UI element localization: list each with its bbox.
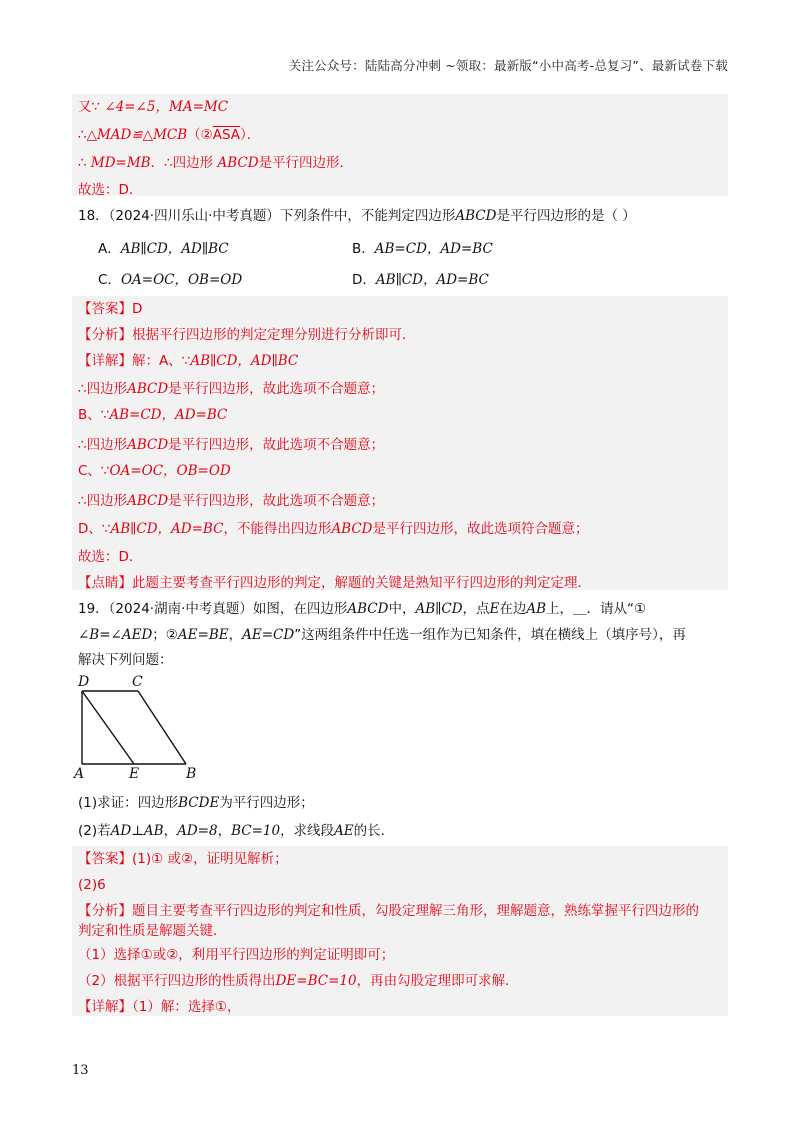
q18-detail-5: C、∵OA=OC，OB=OD: [78, 463, 231, 479]
q19-stem-2: ∠B=∠AED；②AE=BE，AE=CD”这两组条件中任选一组作为已知条件，填在横线上（填序号），再: [78, 627, 686, 643]
label-c: C: [132, 674, 143, 690]
q18-comment: 【点睛】此题主要考查平行四边形的判定，解题的关键是熟知平行四边形的判定定理．: [78, 575, 591, 591]
prev-line-1: 又∵ ∠4=∠5，MA=MC: [78, 99, 229, 115]
q18-option-c: C．OA=OC，OB=OD: [98, 272, 243, 288]
q19-analysis-3: （1）选择①或②，利用平行四边形的判定证明即可；: [78, 947, 395, 963]
q18-detail-7: D、∵AB∥CD，AD=BC，不能得出四边形ABCD是平行四边形，故此选项符合题意；: [78, 521, 589, 537]
q19-stem-1: 19．（2024·湖南·中考真题）如图，在四边形ABCD中，AB∥CD，点E在边AB上，＿．请从“①: [78, 601, 647, 617]
prev-line-2: $\therefore\triangle MAD≌\triangle MCB(②\overline{ASA})$．: [78, 127, 261, 143]
q18-option-a: A．AB∥CD，AD∥BC: [98, 241, 229, 257]
q19-answer-2: (2)6: [78, 877, 106, 893]
q19-analysis-1: 【分析】题目主要考查平行四边形的判定和性质，勾股定理解三角形，理解题意，熟练掌握平行四边形的: [78, 903, 699, 919]
label-d: D: [78, 674, 90, 690]
q19-part-2: (2)若AD⊥AB，AD=8，BC=10，求线段AE的长．: [78, 823, 395, 839]
prev-line-4: 故选：D．: [78, 182, 143, 198]
q18-analysis: 【分析】根据平行四边形的判定定理分别进行分析即可．: [78, 327, 416, 343]
prev-line-3: ∴ MD=MB．∴四边形 ABCD是平行四边形．: [78, 155, 354, 171]
q19-analysis-4: （2）根据平行四边形的性质得出DE=BC=10，再由勾股定理即可求解．: [78, 973, 519, 989]
q19-detail: 【详解】（1）解：选择①，: [78, 999, 241, 1015]
page-number: 13: [72, 1063, 89, 1078]
q19-stem-3: 解决下列问题：: [78, 652, 173, 668]
q18-choose: 故选：D．: [78, 549, 143, 565]
q18-detail-1: 【详解】解：A、∵AB∥CD，AD∥BC: [78, 353, 299, 369]
q18-detail-2: ∴四边形ABCD是平行四边形，故此选项不合题意；: [78, 381, 385, 397]
label-a: A: [74, 766, 85, 782]
page-header: 关注公众号：陆陆高分冲刺 ~领取：最新版“小中高考-总复习”、最新试卷下载: [288, 58, 728, 73]
q18-option-b: B．AB=CD，AD=BC: [352, 241, 493, 257]
q18-detail-3: B、∵AB=CD，AD=BC: [78, 407, 228, 423]
q18-detail-4: ∴四边形ABCD是平行四边形，故此选项不合题意；: [78, 437, 385, 453]
label-e: E: [129, 766, 140, 782]
q18-answer: 【答案】D: [78, 301, 143, 317]
q19-part-1: (1)求证：四边形BCDE为平行四边形；: [78, 795, 314, 811]
q19-analysis-2: 判定和性质是解题关键．: [78, 923, 227, 939]
q18-stem: 18．（2024·四川乐山·中考真题）下列条件中，不能判定四边形ABCD是平行四边形的是（ ）: [78, 208, 636, 224]
q18-option-d: D．AB∥CD，AD=BC: [352, 272, 489, 288]
quadrilateral-figure: [70, 672, 210, 784]
q18-detail-6: ∴四边形ABCD是平行四边形，故此选项不合题意；: [78, 493, 385, 509]
label-b: B: [186, 766, 197, 782]
q19-answer-1: 【答案】(1)① 或②，证明见解析；: [78, 851, 288, 867]
